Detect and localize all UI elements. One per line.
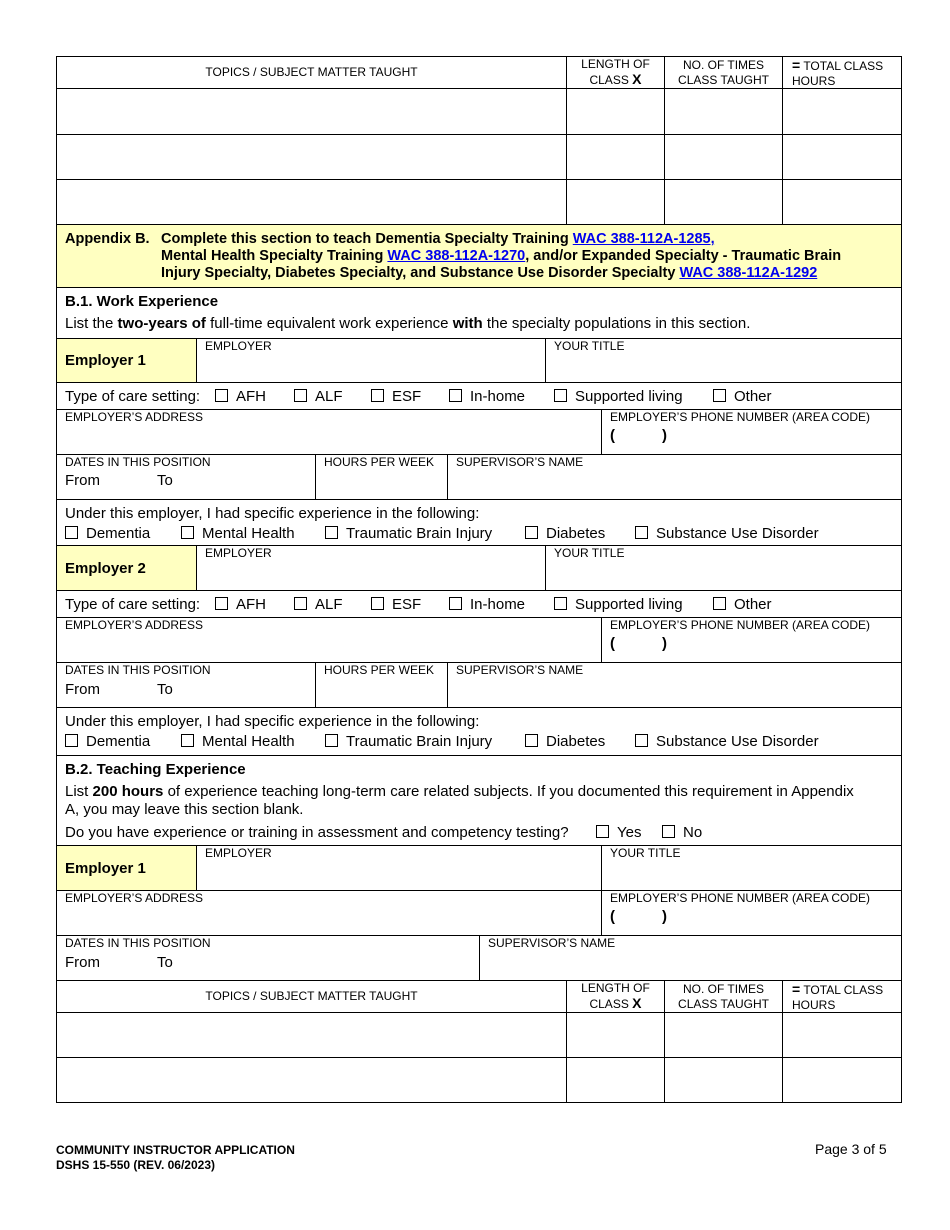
bottom-table-header-total: = TOTAL CLASS HOURS [782, 980, 902, 1013]
e1-opt-esf[interactable]: ESF [371, 388, 421, 405]
length-header-2: CLASS [589, 73, 629, 87]
employer-1-title-field[interactable]: YOUR TITLE [545, 338, 902, 383]
b1-section [56, 287, 902, 339]
total-header-1: TOTAL CLASS [803, 59, 884, 73]
employer-1-label: Employer 1 [56, 338, 197, 383]
wac-1270-link[interactable]: WAC 388-112A-1270 [387, 248, 526, 264]
wac-1285-link[interactable]: WAC 388-112A-1285, [572, 231, 715, 247]
bottom-row-1-topic[interactable] [56, 1012, 567, 1058]
bottom-row-2-times[interactable] [664, 1057, 783, 1103]
appendix-b-line1: Complete this section to teach Dementia Specialty Training [161, 231, 569, 247]
care-setting-label: Type of care setting: [65, 388, 201, 405]
b2-instructions: List 200 hours of experience teaching long-term care related subjects. If you documented this requirement in Appendix [65, 783, 854, 800]
top-table-header-length [566, 56, 665, 89]
e2-exp-tbi[interactable]: Traumatic Brain Injury [325, 733, 492, 750]
employer-1-care-setting [56, 382, 902, 410]
bottom-table-header-times: NO. OF TIMES CLASS TAUGHT [664, 980, 783, 1013]
top-row-2-topic[interactable] [56, 134, 567, 180]
e1-opt-other[interactable]: Other [713, 388, 772, 405]
top-row-1-topic[interactable] [56, 88, 567, 135]
employer-2-address-field[interactable]: EMPLOYER’S ADDRESS [56, 617, 602, 663]
employer-2-label: Employer 2 [56, 545, 197, 591]
e1-opt-supported[interactable]: Supported living [554, 388, 683, 405]
e2-opt-supported[interactable]: Supported living [554, 596, 683, 613]
top-table-header-total [782, 56, 902, 89]
b1-title: B.1. Work Experience [65, 293, 219, 310]
employer-1-supervisor-field[interactable]: SUPERVISOR’S NAME [447, 454, 902, 500]
employer-1-hours-field[interactable]: HOURS PER WEEK [315, 454, 448, 500]
experience-intro: Under this employer, I had specific experience in the following: [65, 505, 480, 522]
e1-exp-sud[interactable]: Substance Use Disorder [635, 525, 819, 542]
e2-exp-sud[interactable]: Substance Use Disorder [635, 733, 819, 750]
employer-1-dates-field[interactable]: DATES IN THIS POSITION From To [56, 454, 316, 500]
bottom-row-1-times[interactable] [664, 1012, 783, 1058]
checkbox-icon [525, 734, 538, 747]
times-header-1: NO. OF TIMES [682, 58, 765, 72]
length-header-1: LENGTH OF [581, 57, 650, 71]
bottom-table-header-length: LENGTH OF CLASS X [566, 980, 665, 1013]
teaching-employer-1-phone-field[interactable]: EMPLOYER’S PHONE NUMBER (AREA CODE) ( ) [601, 890, 902, 936]
b2-instructions-2: A, you may leave this section blank. [65, 801, 304, 818]
footer-form-number: DSHS 15-550 (REV. 06/2023) [56, 1158, 215, 1172]
b1-instructions: List the two-years of full-time equivalent work experience with the specialty populations in this section. [65, 315, 751, 332]
e1-opt-inhome[interactable]: In-home [449, 388, 525, 405]
e2-opt-esf[interactable]: ESF [371, 596, 421, 613]
checkbox-icon [325, 526, 338, 539]
checkbox-icon [294, 597, 307, 610]
checkbox-icon [449, 597, 462, 610]
employer-1-name-field[interactable]: EMPLOYER [196, 338, 546, 383]
b2-question: Do you have experience or training in assessment and competency testing? [65, 824, 569, 841]
equals-symbol: = [792, 981, 801, 997]
e2-exp-diabetes[interactable]: Diabetes [525, 733, 605, 750]
e2-opt-afh[interactable]: AFH [215, 596, 266, 613]
b2-section [56, 755, 902, 846]
appendix-b-line3: Injury Specialty, Diabetes Specialty, and Substance Use Disorder Specialty [161, 265, 676, 281]
checkbox-icon [635, 734, 648, 747]
employer-2-phone-field[interactable]: EMPLOYER’S PHONE NUMBER (AREA CODE) ( ) [601, 617, 902, 663]
times-header-2: CLASS TAUGHT [678, 73, 769, 87]
teaching-employer-1-label: Employer 1 [56, 845, 197, 891]
e1-exp-diabetes[interactable]: Diabetes [525, 525, 605, 542]
bottom-row-2-topic[interactable] [56, 1057, 567, 1103]
employer-2-dates-field[interactable]: DATES IN THIS POSITION From To [56, 662, 316, 708]
checkbox-icon [554, 597, 567, 610]
checkbox-icon [294, 389, 307, 402]
teaching-employer-1-title-field[interactable]: YOUR TITLE [601, 845, 902, 891]
e2-opt-other[interactable]: Other [713, 596, 772, 613]
employer-2-hours-field[interactable]: HOURS PER WEEK [315, 662, 448, 708]
checkbox-icon [713, 389, 726, 402]
e2-exp-mental[interactable]: Mental Health [181, 733, 295, 750]
teaching-employer-1-dates-field[interactable]: DATES IN THIS POSITION From To [56, 935, 480, 981]
multiply-symbol: X [632, 71, 642, 87]
footer-form-title: COMMUNITY INSTRUCTOR APPLICATION [56, 1143, 295, 1157]
top-row-3-topic[interactable] [56, 179, 567, 225]
appendix-b-line2: Mental Health Specialty Training [161, 248, 384, 264]
checkbox-icon [65, 526, 78, 539]
total-header-2: HOURS [792, 74, 836, 88]
bottom-row-2-total[interactable] [782, 1057, 902, 1103]
employer-1-experience [56, 499, 902, 546]
top-row-2-total[interactable] [782, 134, 902, 180]
top-row-3-times[interactable] [664, 179, 783, 225]
checkbox-icon [554, 389, 567, 402]
teaching-employer-1-name-field[interactable]: EMPLOYER [196, 845, 602, 891]
employer-2-care-setting [56, 590, 902, 618]
b2-yes-option[interactable]: Yes [596, 824, 641, 841]
e1-exp-tbi[interactable]: Traumatic Brain Injury [325, 525, 492, 542]
top-row-2-length[interactable] [566, 134, 665, 180]
bottom-row-2-length[interactable] [566, 1057, 665, 1103]
care-setting-label: Type of care setting: [65, 596, 201, 613]
bottom-table-header-topics: TOPICS / SUBJECT MATTER TAUGHT [56, 980, 567, 1013]
top-table-header-topics [56, 56, 567, 89]
employer-2-experience [56, 707, 902, 756]
teaching-employer-1-address-field[interactable]: EMPLOYER’S ADDRESS [56, 890, 602, 936]
equals-symbol: = [792, 57, 801, 73]
checkbox-icon [215, 389, 228, 402]
checkbox-icon [525, 526, 538, 539]
teaching-employer-1-supervisor-field[interactable]: SUPERVISOR’S NAME [479, 935, 902, 981]
topics-header: TOPICS / SUBJECT MATTER TAUGHT [205, 65, 418, 79]
e1-exp-mental[interactable]: Mental Health [181, 525, 295, 542]
checkbox-icon [65, 734, 78, 747]
checkbox-icon [181, 734, 194, 747]
top-row-1-total[interactable] [782, 88, 902, 135]
employer-1-address-field[interactable]: EMPLOYER’S ADDRESS [56, 409, 602, 455]
e1-opt-alf[interactable]: ALF [294, 388, 343, 405]
e2-opt-inhome[interactable]: In-home [449, 596, 525, 613]
top-row-1-times[interactable] [664, 88, 783, 135]
employer-2-name-field[interactable]: EMPLOYER [196, 545, 546, 591]
wac-1292-link[interactable]: WAC 388-112A-1292 [679, 265, 818, 281]
employer-1-phone-field[interactable]: EMPLOYER’S PHONE NUMBER (AREA CODE) ( ) [601, 409, 902, 455]
e1-exp-dementia[interactable]: Dementia [65, 525, 150, 542]
checkbox-icon [371, 597, 384, 610]
checkbox-icon [325, 734, 338, 747]
top-row-3-length[interactable] [566, 179, 665, 225]
checkbox-icon [662, 825, 675, 838]
employer-2-supervisor-field[interactable]: SUPERVISOR’S NAME [447, 662, 902, 708]
multiply-symbol: X [632, 995, 642, 1011]
e2-opt-alf[interactable]: ALF [294, 596, 343, 613]
checkbox-icon [713, 597, 726, 610]
e2-exp-dementia[interactable]: Dementia [65, 733, 150, 750]
e1-opt-afh[interactable]: AFH [215, 388, 266, 405]
checkbox-icon [215, 597, 228, 610]
appendix-b-title: Appendix B. [65, 231, 150, 247]
experience-intro: Under this employer, I had specific experience in the following: [65, 713, 480, 730]
b2-title: B.2. Teaching Experience [65, 761, 246, 778]
top-row-1-length[interactable] [566, 88, 665, 135]
checkbox-icon [181, 526, 194, 539]
checkbox-icon [635, 526, 648, 539]
appendix-b-line2-suffix: , and/or Expanded Specialty - Traumatic Brain [525, 248, 842, 264]
employer-2-title-field[interactable]: YOUR TITLE [545, 545, 902, 591]
bottom-row-1-total[interactable] [782, 1012, 902, 1058]
top-row-2-times[interactable] [664, 134, 783, 180]
top-row-3-total[interactable] [782, 179, 902, 225]
b2-no-option[interactable]: No [662, 824, 702, 841]
top-table-header-times [664, 56, 783, 89]
bottom-row-1-length[interactable] [566, 1012, 665, 1058]
checkbox-icon [596, 825, 609, 838]
page-number: Page 3 of 5 [815, 1141, 887, 1157]
checkbox-icon [371, 389, 384, 402]
appendix-b-header [56, 224, 902, 288]
checkbox-icon [449, 389, 462, 402]
